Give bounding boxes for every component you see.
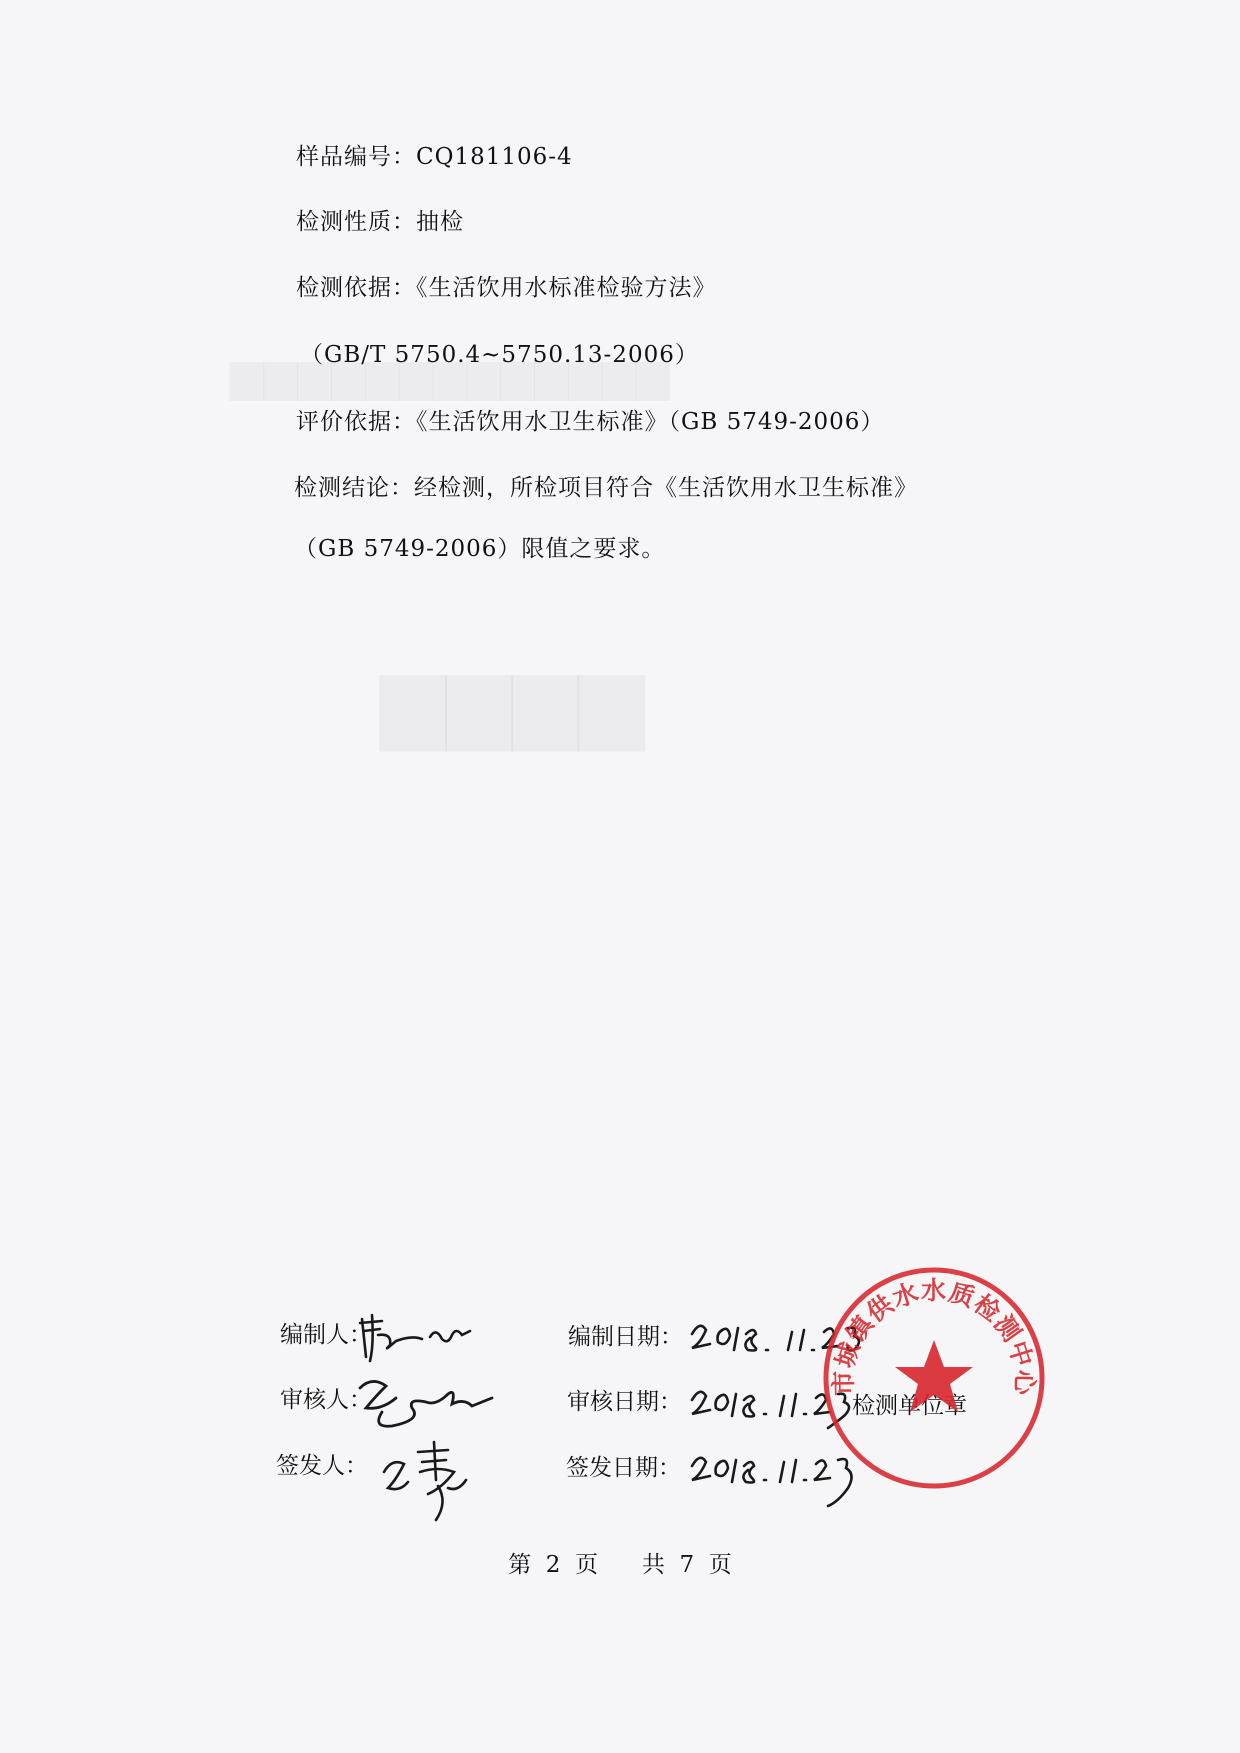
test-basis-row — [296, 269, 717, 302]
test-basis-label: 检测依据： — [296, 275, 416, 301]
reviewed-by-signature — [352, 1368, 502, 1438]
issued-by-label: 签发人： — [276, 1453, 368, 1479]
issued-date-label: 签发日期： — [566, 1455, 681, 1481]
issued-by-signature — [378, 1432, 488, 1527]
reviewed-date-label: 审核日期： — [567, 1389, 682, 1415]
reviewed-by-label: 审核人： — [280, 1387, 372, 1413]
prepared-by-label: 编制人： — [280, 1322, 372, 1348]
conclusion-label: 检测结论： — [294, 475, 414, 501]
conclusion-continuation: （GB 5749-2006）限值之要求。 — [294, 536, 666, 562]
prepared-date-label: 编制日期： — [568, 1324, 683, 1350]
evaluation-basis-row — [296, 403, 884, 436]
evaluation-basis-value: 《生活饮用水卫生标准》（GB 5749-2006） — [416, 409, 885, 435]
test-basis-value: 《生活饮用水标准检验方法》 — [416, 275, 717, 301]
seal-star-icon — [895, 1340, 973, 1412]
test-nature-label: 检测性质： — [296, 209, 416, 235]
test-nature-value: 抽检 — [416, 209, 464, 235]
evaluation-basis-label: 评价依据： — [296, 409, 416, 435]
sample-number-label: 样品编号： — [296, 144, 416, 170]
unit-seal-label: 检测单位章 — [852, 1393, 967, 1419]
sample-number-value: CQ181106-4 — [416, 144, 573, 170]
test-nature-row — [296, 203, 464, 236]
page-number: 第 2 页 共 7 页 — [508, 1552, 732, 1578]
sample-number-row — [296, 138, 573, 171]
conclusion-row — [294, 469, 918, 502]
test-basis-code: （GB/T 5750.4~5750.13-2006） — [300, 342, 699, 368]
seal-text: 市城镇供水水质检测中心 — [828, 1276, 1040, 1397]
official-seal-stamp — [818, 1262, 1050, 1494]
conclusion-value: 经检测，所检项目符合《生活饮用水卫生标准》 — [414, 475, 918, 501]
prepared-by-signature — [352, 1305, 482, 1365]
bleed-through-title — [380, 650, 645, 751]
